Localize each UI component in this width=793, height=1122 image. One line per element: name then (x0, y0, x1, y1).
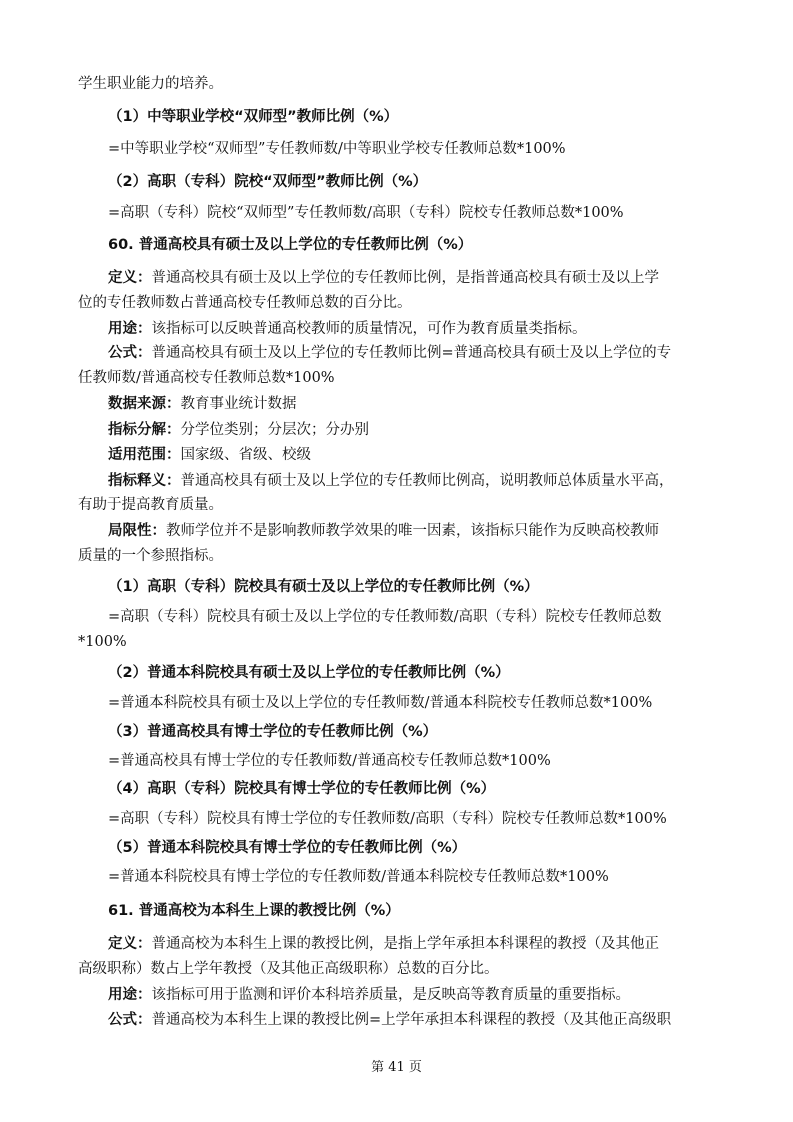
decomposition-text: 分学位类别；分层次；分办别 (180, 422, 369, 438)
subsection-title: （2）高职（专科）院校“双师型”教师比例（%） (108, 174, 428, 190)
definition-line: 位的专任教师数占普通高校专任教师总数的百分比。 (78, 295, 412, 311)
formula-line: =高职（专科）院校具有硕士及以上学位的专任教师数/高职（专科）院校专任教师总数 (108, 609, 662, 625)
formula-definition-line: 任教师数/普通高校专任教师总数*100% (78, 370, 335, 386)
subsection-title: （4）高职（专科）院校具有博士学位的专任教师比例（%） (108, 781, 496, 797)
usage-text: 该指标可以反映普通高校教师的质量情况，可作为教育质量类指标。 (151, 321, 587, 337)
definition-line (108, 267, 718, 289)
usage-label: 用途： (108, 987, 152, 1003)
interpretation-line: 有助于提高教育质量。 (78, 497, 223, 513)
subsection-title: （3）普通高校具有博士学位的专任教师比例（%） (108, 724, 438, 740)
formula-line: =高职（专科）院校“双师型”专任教师数/高职（专科）院校专任教师总数*100% (108, 205, 624, 221)
usage-line (108, 318, 718, 340)
formula-label: 公式： (108, 345, 152, 361)
definition-line: 高级职称）数占上学年教授（及其他正高级职称）总数的百分比。 (78, 961, 499, 977)
scope-text: 国家级、省级、校级 (180, 447, 311, 463)
data-source-line (108, 393, 718, 415)
subsection-title: （1）中等职业学校“双师型”教师比例（%） (108, 109, 399, 125)
data-source-label: 数据来源： (108, 396, 181, 412)
formula-text: 普通高校具有硕士及以上学位的专任教师比例=普通高校具有硕士及以上学位的专 (151, 345, 672, 361)
decomposition-line (108, 419, 718, 441)
data-source-text: 教育事业统计数据 (180, 396, 297, 412)
formula-text: 普通高校为本科生上课的教授比例=上学年承担本科课程的教授（及其他正高级职 (151, 1012, 672, 1028)
scope-line (108, 444, 718, 466)
formula-label: 公式： (108, 1012, 152, 1028)
definition-label: 定义： (108, 936, 152, 952)
subsection-title: （1）高职（专科）院校具有硕士及以上学位的专任教师比例（%） (108, 579, 539, 595)
section-heading-60: 60. 普通高校具有硕士及以上学位的专任教师比例（%） (108, 237, 473, 253)
formula-definition-line (108, 342, 718, 364)
interpretation-text: 普通高校具有硕士及以上学位的专任教师比例高，说明教师总体质量水平高， (180, 473, 674, 489)
scope-label: 适用范围： (108, 447, 181, 463)
formula-line: =中等职业学校“双师型”专任教师数/中等职业学校专任教师总数*100% (108, 141, 566, 157)
limitation-text: 教师学位并不是影响教师教学效果的唯一因素，该指标只能作为反映高校教师 (166, 523, 659, 539)
usage-text: 该指标可用于监测和评价本科培养质量，是反映高等教育质量的重要指标。 (151, 987, 630, 1003)
definition-text: 普通高校为本科生上课的教授比例，是指上学年承担本科课程的教授（及其他正 (151, 936, 659, 952)
page-number: 第 41 页 (371, 1060, 422, 1075)
interpretation-label: 指标释义： (108, 473, 181, 489)
formula-line: =普通本科院校具有博士学位的专任教师数/普通本科院校专任教师总数*100% (108, 869, 609, 885)
definition-label: 定义： (108, 270, 152, 286)
usage-label: 用途： (108, 321, 152, 337)
formula-line: =普通本科院校具有硕士及以上学位的专任教师数/普通本科院校专任教师总数*100% (108, 695, 653, 711)
subsection-title: （2）普通本科院校具有硕士及以上学位的专任教师比例（%） (108, 665, 510, 681)
paragraph-line: 学生职业能力的培养。 (78, 76, 223, 92)
definition-text: 普通高校具有硕士及以上学位的专任教师比例，是指普通高校具有硕士及以上学 (151, 270, 659, 286)
limitation-line (108, 520, 718, 542)
subsection-title: （5）普通本科院校具有博士学位的专任教师比例（%） (108, 840, 467, 856)
interpretation-line (108, 470, 718, 492)
formula-line: *100% (78, 634, 127, 650)
section-heading-61: 61. 普通高校为本科生上课的教授比例（%） (108, 903, 400, 919)
definition-line (108, 933, 718, 955)
usage-line (108, 984, 718, 1006)
decomposition-label: 指标分解： (108, 422, 181, 438)
formula-definition-line (108, 1009, 718, 1031)
formula-line: =高职（专科）院校具有博士学位的专任教师数/高职（专科）院校专任教师总数*100% (108, 811, 667, 827)
formula-line: =普通高校具有博士学位的专任教师数/普通高校专任教师总数*100% (108, 753, 551, 769)
limitation-line: 质量的一个参照指标。 (78, 548, 223, 564)
limitation-label: 局限性： (108, 523, 166, 539)
